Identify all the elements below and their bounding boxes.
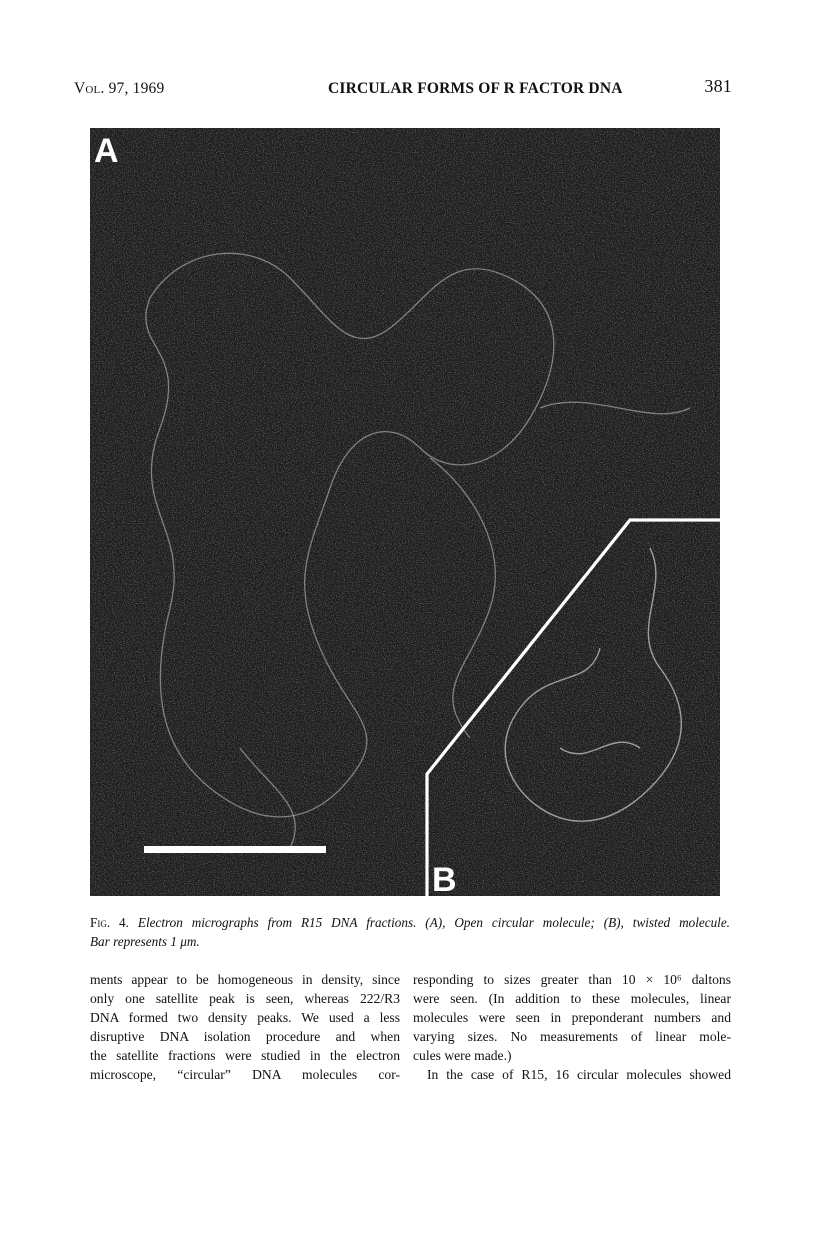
journal-volume: Vol. 97, 1969 [74, 80, 165, 97]
body-right-line-2: were seen. (In addition to these molecules, linear [413, 991, 731, 1006]
caption-line-1 [90, 913, 730, 932]
panel-a-label: A [94, 132, 119, 170]
body-left-line-5: the satellite fractions were studied in the electron [90, 1048, 400, 1063]
scale-bar [144, 846, 326, 853]
body-left-line-2: only one satellite peak is seen, whereas 222/R3 [90, 991, 400, 1006]
body-left-line-3: DNA formed two density peaks. We used a less [90, 1010, 400, 1025]
running-head [72, 76, 732, 100]
micrograph-image [90, 128, 720, 896]
body-right-line-4: varying sizes. No measurements of linear mole- [413, 1029, 731, 1044]
electron-micrograph-figure [90, 128, 720, 896]
figure-label: Fig. 4. [90, 915, 129, 930]
running-title: CIRCULAR FORMS OF R FACTOR DNA [328, 80, 623, 97]
body-right-line-6: In the case of R15, 16 circular molecules showed [427, 1067, 731, 1082]
body-left-line-4: disruptive DNA isolation procedure and when [90, 1029, 400, 1044]
body-right-line-1: responding to sizes greater than 10 × 10⁶ daltons [413, 972, 731, 987]
page-number: 381 [704, 76, 732, 96]
body-column-right [413, 970, 731, 1084]
body-left-line-1: ments appear to be homogeneous in density, since [90, 972, 400, 987]
body-column-left [90, 970, 400, 1084]
micrograph-grain [90, 128, 720, 896]
caption-text-1: Electron micrographs from R15 DNA fractions. (A), Open circular molecule; (B), twisted molecule. [137, 915, 730, 930]
body-right-line-5: cules were made.) [413, 1048, 512, 1063]
panel-b-label: B [432, 861, 457, 896]
caption-line-2: Bar represents 1 μm. [90, 934, 200, 949]
body-right-line-3: molecules were seen in preponderant numbers and [413, 1010, 731, 1025]
figure-caption [90, 913, 730, 951]
body-left-line-6: microscope, “circular” DNA molecules cor- [90, 1067, 400, 1082]
